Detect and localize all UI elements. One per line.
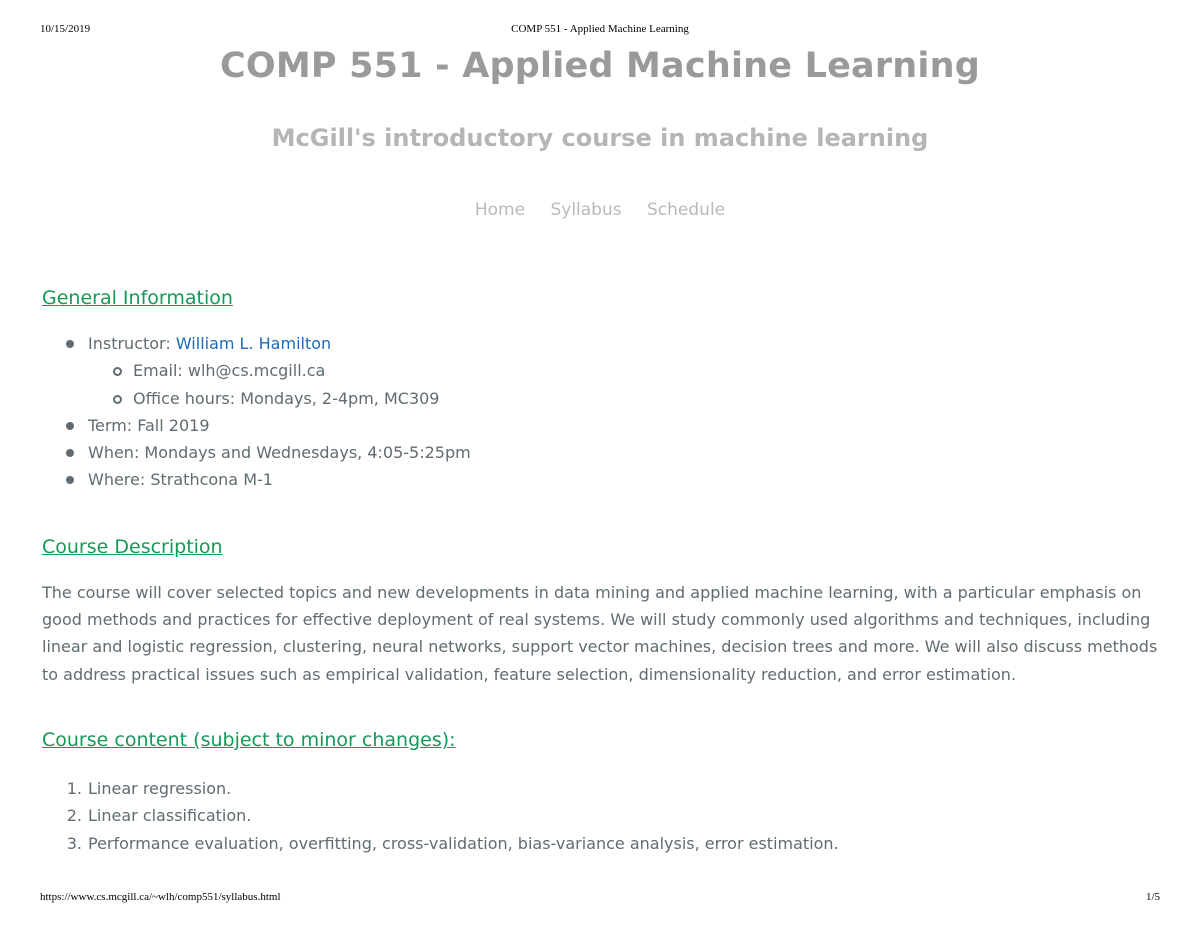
general-info-heading[interactable]: General Information xyxy=(42,287,233,309)
list-item xyxy=(42,830,1162,857)
instructor-email: Email: wlh@cs.mcgill.ca xyxy=(133,361,326,381)
list-item xyxy=(42,775,1162,802)
print-date: 10/15/2019 xyxy=(40,23,91,35)
course-description-text: The course will cover selected topics and new developments in data mining and applied machine learning, with a particular emphasis on good methods and practices for effective deployment of real systems. We will study commonly used algorithms and techniques, including linear and logistic regression, clustering, neural networks, support vector machines, decision trees and more. We will also discuss methods to address practical issues such as empirical validation, feature selection, dimensionality reduction, and error estimation. xyxy=(42,582,1158,684)
circle-bullet-icon xyxy=(113,395,122,404)
topic-number: 2. xyxy=(66,806,82,826)
bullet-icon xyxy=(66,449,74,457)
print-title: COMP 551 - Applied Machine Learning xyxy=(511,23,689,35)
list-item xyxy=(42,330,1162,412)
topic-text: Performance evaluation, overfitting, cross-validation, bias-variance analysis, error estimation. xyxy=(88,833,839,853)
office-hours: Office hours: Mondays, 2-4pm, MC309 xyxy=(133,388,440,408)
list-item xyxy=(88,357,1162,384)
main-content xyxy=(42,284,1162,857)
instructor-sublist xyxy=(88,357,1162,412)
list-item xyxy=(42,802,1162,829)
topic-number: 3. xyxy=(66,833,82,853)
instructor-label: Instructor: xyxy=(88,334,176,353)
print-url: https://www.cs.mcgill.ca/~wlh/comp551/syllabus.html xyxy=(40,891,281,903)
bullet-icon xyxy=(66,422,74,430)
topic-number: 1. xyxy=(66,778,82,798)
list-item xyxy=(88,385,1162,412)
schedule-time: When: Mondays and Wednesdays, 4:05-5:25pm xyxy=(88,443,471,463)
topic-text: Linear classification. xyxy=(88,806,252,826)
circle-bullet-icon xyxy=(113,367,122,376)
list-item xyxy=(42,466,1162,493)
page-title: COMP 551 - Applied Machine Learning xyxy=(220,46,980,86)
general-info-list xyxy=(42,330,1162,494)
list-item xyxy=(42,439,1162,466)
course-description-heading[interactable]: Course Description xyxy=(42,535,223,558)
nav-home-link[interactable]: Home xyxy=(474,200,526,220)
location: Where: Strathcona M-1 xyxy=(88,470,273,490)
bullet-icon xyxy=(66,476,74,484)
bullet-icon xyxy=(66,340,74,348)
nav-schedule-link[interactable]: Schedule xyxy=(647,200,726,220)
page-number: 1/5 xyxy=(1145,891,1160,903)
topic-text: Linear regression. xyxy=(88,778,232,798)
course-content-heading[interactable]: Course content (subject to minor changes): xyxy=(42,728,456,751)
site-nav xyxy=(0,200,1200,220)
course-topics-list xyxy=(42,775,1162,857)
instructor-link[interactable]: William L. Hamilton xyxy=(175,334,332,353)
list-item xyxy=(42,412,1162,439)
term: Term: Fall 2019 xyxy=(88,415,210,435)
nav-syllabus-link[interactable]: Syllabus xyxy=(550,200,622,220)
page-tagline: McGill's introductory course in machine learning xyxy=(271,124,929,152)
